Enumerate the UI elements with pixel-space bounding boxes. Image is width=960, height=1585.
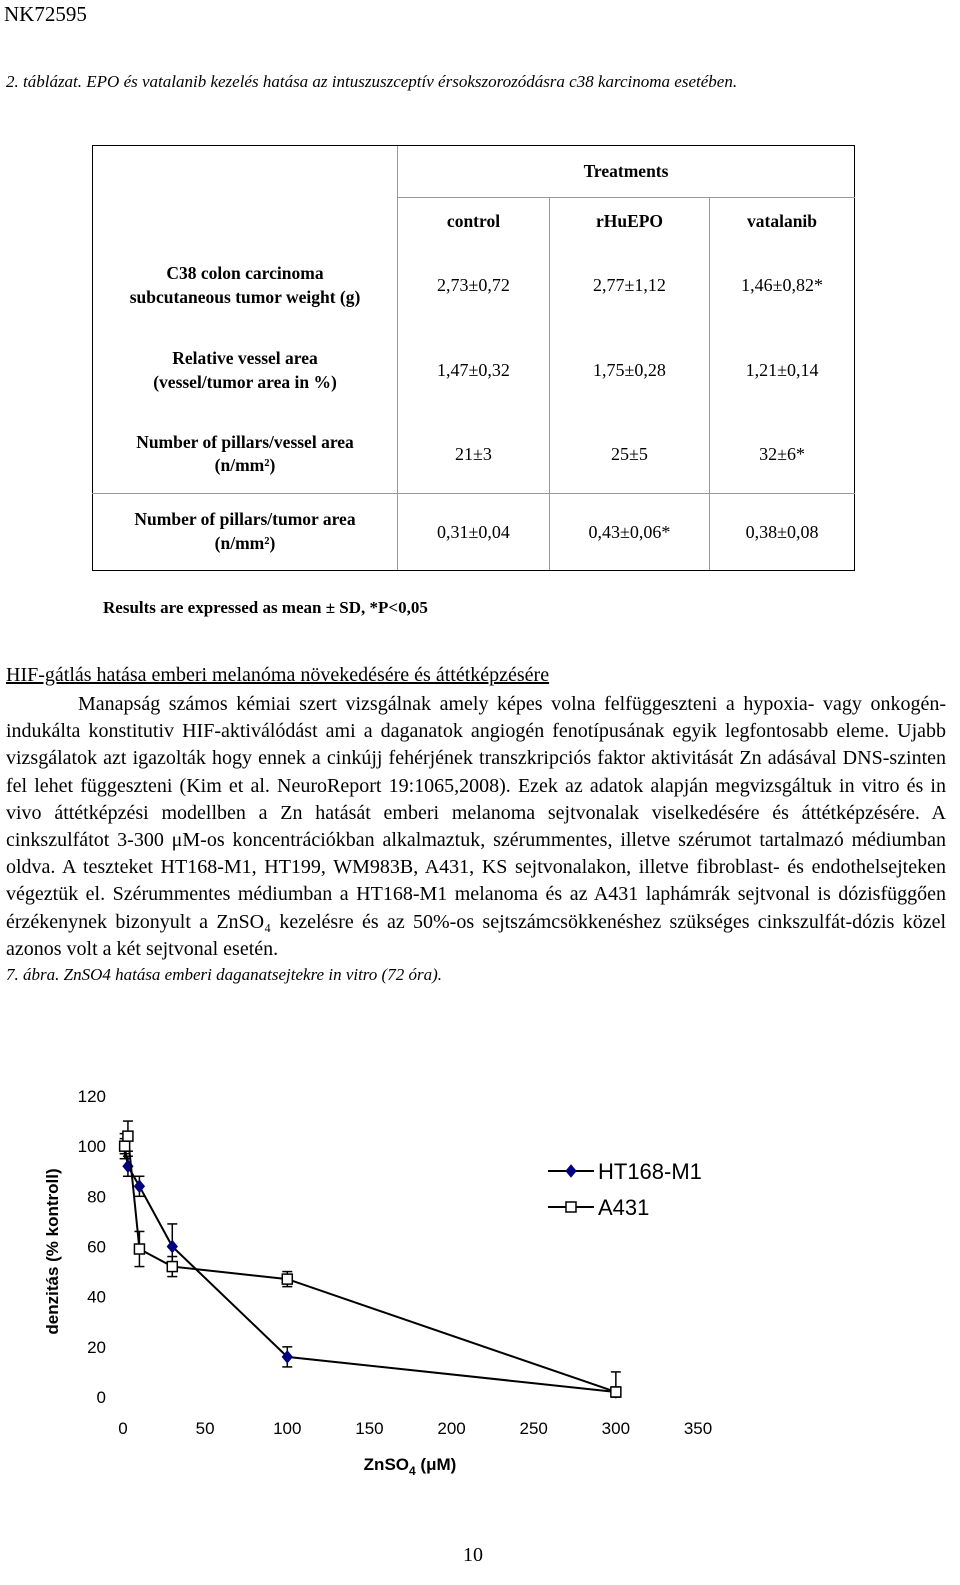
section-title: HIF-gátlás hatása emberi melanóma növekedésére és áttétképzésére xyxy=(6,664,550,686)
table-note: Results are expressed as mean ± SD, *P<0,05 xyxy=(103,598,428,617)
y-tick-label: 0 xyxy=(96,1388,106,1407)
table-caption: 2. táblázat. EPO és vatalanib kezelés hatása az intuszuszceptív érsokszorozódásra c38 karcinoma esetében. xyxy=(6,72,738,91)
col-header-rhuepo: rHuEPO xyxy=(550,198,710,246)
table-cell: 1,21±0,14 xyxy=(710,326,855,416)
y-tick-label: 20 xyxy=(87,1337,106,1357)
page-number: 10 xyxy=(463,1544,483,1566)
table-cell: 25±5 xyxy=(550,416,710,494)
table-cell: 21±3 xyxy=(398,416,550,494)
y-tick-label: 60 xyxy=(87,1237,106,1257)
x-tick-label: 0 xyxy=(118,1419,128,1438)
table-cell: 1,75±0,28 xyxy=(550,326,710,416)
body-paragraph: Manapság számos kémiai szert vizsgálnak amely képes volna felfüggeszteni a hypoxia- vagy onkogén-indukálta konstitutiv HIF-aktiválódást ami a daganatok angiogén fenotípusának egyik legfontosabb eleme. Ujabb vizsgálatok azt igazolták hogy ennek a cinkújj fehérjének transzkripciós faktor aktivitását Zn adásával DNS-szinten fel lehet függeszteni (Kim et al. NeuroReport 19:1065,2008). Ezek az adatok alapján megvizsgáltuk in vitro és in vivo áttétképzési modellben a Zn hatását emberi melanoma sejtvonalak viselkedésére és áttétképzésére. A cinkszulfátot 3-300 μM-os koncentrációkban alkalmaztuk, szérummentes, illetve szérumot tartalmazó médiumban oldva. A teszteket HT168-M1, HT199, WM983B, A431, KS sejtvonalakon, illetve fibroblast- és endothelsejteken végeztük el. Szérummentes médiumban a HT168-M1 melanoma és az A431 laphámrák sejtvonal is dózisfüggően érzékenynek bizonyult a ZnSO₄ kezelésre és az 50%-os sejtszámcsökkenéshez szükséges cinkszulfát-dózis közel azonos volt a két sejtvonal esetén. xyxy=(6,693,946,960)
y-tick-label: 40 xyxy=(87,1287,106,1307)
table-cell: 2,77±1,12 xyxy=(550,246,710,326)
legend-marker xyxy=(566,1202,576,1212)
table-corner xyxy=(93,146,398,198)
row-label: C38 colon carcinoma subcutaneous tumor weight (g) xyxy=(93,246,398,326)
col-header-control: control xyxy=(398,198,550,246)
treatments-header: Treatments xyxy=(398,146,855,198)
y-axis-label: denzitás (% kontroll) xyxy=(43,1168,62,1335)
x-tick-label: 300 xyxy=(601,1419,631,1438)
table-cell: 0,38±0,08 xyxy=(710,494,855,571)
y-tick-label: 120 xyxy=(77,1087,106,1106)
x-tick-label: 250 xyxy=(519,1419,548,1438)
table-cell: 0,31±0,04 xyxy=(398,494,550,571)
figure-caption: 7. ábra. ZnSO4 hatása emberi daganatsejtekre in vitro (72 óra). xyxy=(6,965,442,984)
row-label: Number of pillars/vessel area (n/mm²) xyxy=(93,416,398,494)
data-point-A431 xyxy=(134,1244,144,1254)
results-table xyxy=(92,145,854,570)
series-line-A431 xyxy=(125,1136,616,1392)
data-point-A431 xyxy=(167,1262,177,1272)
col-header-vatalanib: vatalanib xyxy=(710,198,855,246)
data-point-A431 xyxy=(123,1131,133,1141)
data-point-A431 xyxy=(611,1387,621,1397)
x-tick-label: 200 xyxy=(437,1419,466,1438)
x-tick-label: 100 xyxy=(273,1419,302,1438)
y-tick-label: 80 xyxy=(87,1187,106,1207)
zinc-dose-response-chart xyxy=(0,1078,960,1498)
row-label: Relative vessel area (vessel/tumor area in %) xyxy=(93,326,398,416)
x-tick-label: 350 xyxy=(683,1419,713,1438)
document-id: NK72595 xyxy=(4,2,87,26)
legend-marker xyxy=(566,1165,576,1177)
x-tick-label: 150 xyxy=(355,1419,384,1438)
x-tick-label: 50 xyxy=(195,1419,215,1438)
legend-label: HT168-M1 xyxy=(598,1159,702,1184)
data-point-A431 xyxy=(282,1274,292,1284)
x-axis-label: ZnSO$_4$ (μM) xyxy=(363,1455,457,1478)
legend-label: A431 xyxy=(598,1195,650,1220)
data-point-A431 xyxy=(120,1141,130,1151)
row-label: Number of pillars/tumor area (n/mm²) xyxy=(93,494,398,571)
table-cell: 1,46±0,82* xyxy=(710,246,855,326)
table-cell: 1,47±0,32 xyxy=(398,326,550,416)
table-cell: 0,43±0,06* xyxy=(550,494,710,571)
table-cell: 2,73±0,72 xyxy=(398,246,550,326)
y-tick-label: 100 xyxy=(77,1137,106,1157)
table-cell: 32±6* xyxy=(710,416,855,494)
